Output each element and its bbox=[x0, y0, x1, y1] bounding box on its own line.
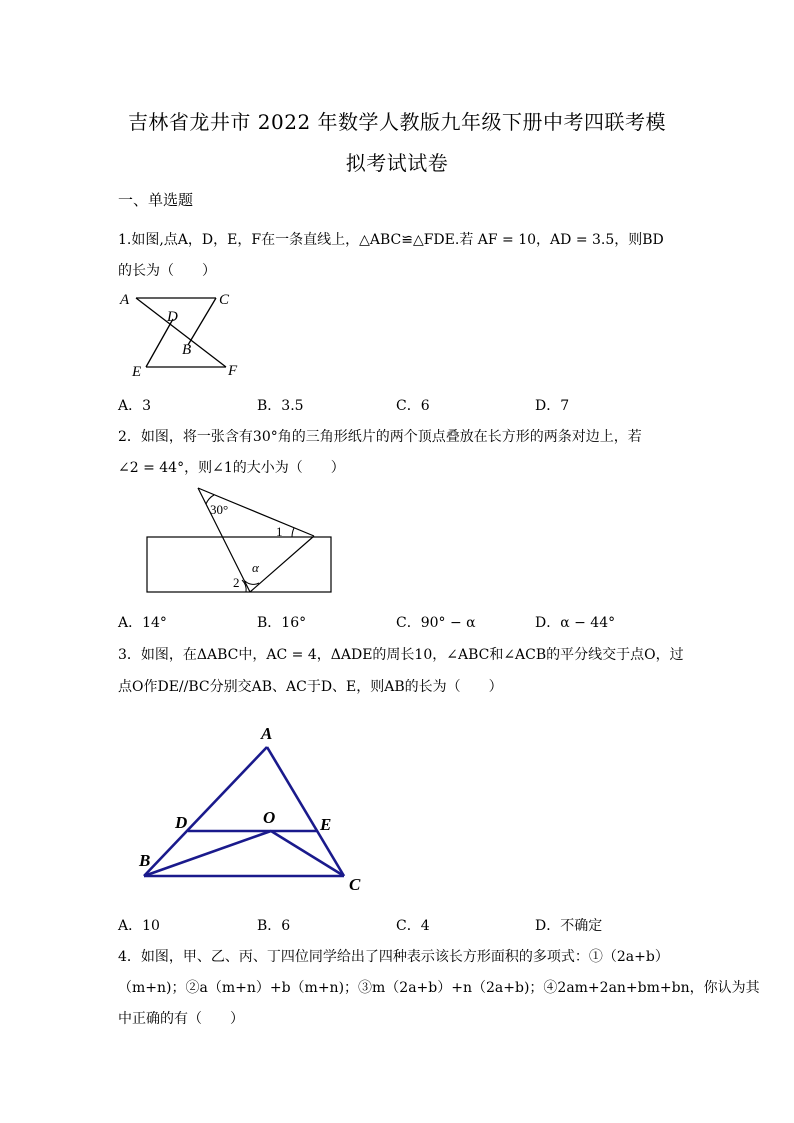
q2-arc-1 bbox=[292, 528, 294, 537]
q2-stem-line-2: ∠2 = 44°，则∠1的大小为（ ） bbox=[118, 460, 345, 476]
q4-stem-line-1: 4．如图，甲、乙、丙、丁四位同学给出了四种表示该长方形面积的多项式：①（2a+b） bbox=[118, 949, 669, 965]
q1-figure bbox=[118, 290, 258, 382]
q2-label-alpha: α bbox=[252, 560, 259, 575]
q2-stem-line-1: 2．如图，将一张含有30°角的三角形纸片的两个顶点叠放在长方形的两条对边上，若 bbox=[118, 429, 642, 445]
q1-segment-ed bbox=[146, 319, 173, 367]
q1-label-d: D bbox=[167, 309, 178, 325]
q2-option-c[interactable]: C．90° − α bbox=[396, 615, 476, 631]
q1-segment-af bbox=[136, 298, 226, 367]
q3-stem-line-1: 3．如图，在ΔABC中，AC = 4，ΔADE的周长10，∠ABC和∠ACB的平分线交于点O，过 bbox=[118, 647, 684, 663]
q3-option-d[interactable]: D．不确定 bbox=[535, 918, 603, 934]
q2-label-1: 1 bbox=[276, 524, 283, 539]
q4-stem-line-2: （m+n)；②a（m+n）+b（m+n)；③m（2a+b）+n（2a+b)；④2am+2an+bm+bn，你认为其 bbox=[118, 980, 760, 996]
q1-label-e: E bbox=[132, 364, 142, 380]
q3-figure bbox=[135, 722, 375, 898]
q3-label-a: A bbox=[261, 724, 273, 743]
title-line-1: 吉林省龙井市 2022 年数学人教版九年级下册中考四联考模 bbox=[127, 110, 667, 134]
q3-option-a[interactable]: A．10 bbox=[118, 918, 160, 934]
q3-label-o: O bbox=[263, 808, 276, 827]
q1-option-d[interactable]: D．7 bbox=[535, 398, 570, 414]
q1-option-a[interactable]: A．3 bbox=[118, 398, 152, 414]
q1-stem-line-1: 1.如图,点A，D，E，F在一条直线上，△ABC≌△FDE.若 AF = 10，AD = 3.5，则BD bbox=[118, 232, 664, 248]
q3-segment-ac bbox=[267, 747, 344, 876]
q2-option-a[interactable]: A．14° bbox=[118, 615, 167, 631]
q2-arc-alpha bbox=[245, 581, 259, 584]
q1-label-b: B bbox=[182, 342, 192, 358]
q2-option-b[interactable]: B．16° bbox=[257, 615, 307, 631]
q1-stem-line-2: 的长为（ ） bbox=[118, 263, 216, 279]
q4-stem-line-3: 中正确的有（ ） bbox=[118, 1011, 244, 1027]
q3-label-b: B bbox=[139, 851, 151, 870]
q3-label-e: E bbox=[320, 815, 332, 834]
q2-option-d[interactable]: D．α − 44° bbox=[535, 615, 616, 631]
q1-label-c: C bbox=[219, 292, 230, 308]
q2-label-30: 30° bbox=[210, 502, 229, 517]
q1-option-b[interactable]: B．3.5 bbox=[257, 398, 304, 414]
q3-segment-ab bbox=[144, 747, 267, 876]
q3-stem-line-2: 点O作DE//BC分别交AB、AC于D、E，则AB的长为（ ） bbox=[118, 679, 503, 695]
q3-segment-oc bbox=[271, 831, 344, 876]
q3-label-c: C bbox=[349, 875, 361, 894]
q1-label-a: A bbox=[120, 292, 130, 308]
q2-label-2: 2 bbox=[233, 575, 240, 590]
q3-option-c[interactable]: C．4 bbox=[396, 918, 430, 934]
q1-label-f: F bbox=[228, 363, 238, 379]
q3-segment-bo bbox=[144, 831, 271, 876]
q3-option-b[interactable]: B．6 bbox=[257, 918, 291, 934]
section-heading: 一、单选题 bbox=[118, 191, 194, 209]
q2-triangle-side-right bbox=[250, 536, 314, 592]
q2-figure bbox=[146, 486, 336, 596]
title-line-2: 拟考试试卷 bbox=[345, 151, 449, 175]
q1-segment-cb bbox=[188, 298, 216, 345]
q1-option-c[interactable]: C．6 bbox=[396, 398, 430, 414]
q3-label-d: D bbox=[175, 813, 188, 832]
